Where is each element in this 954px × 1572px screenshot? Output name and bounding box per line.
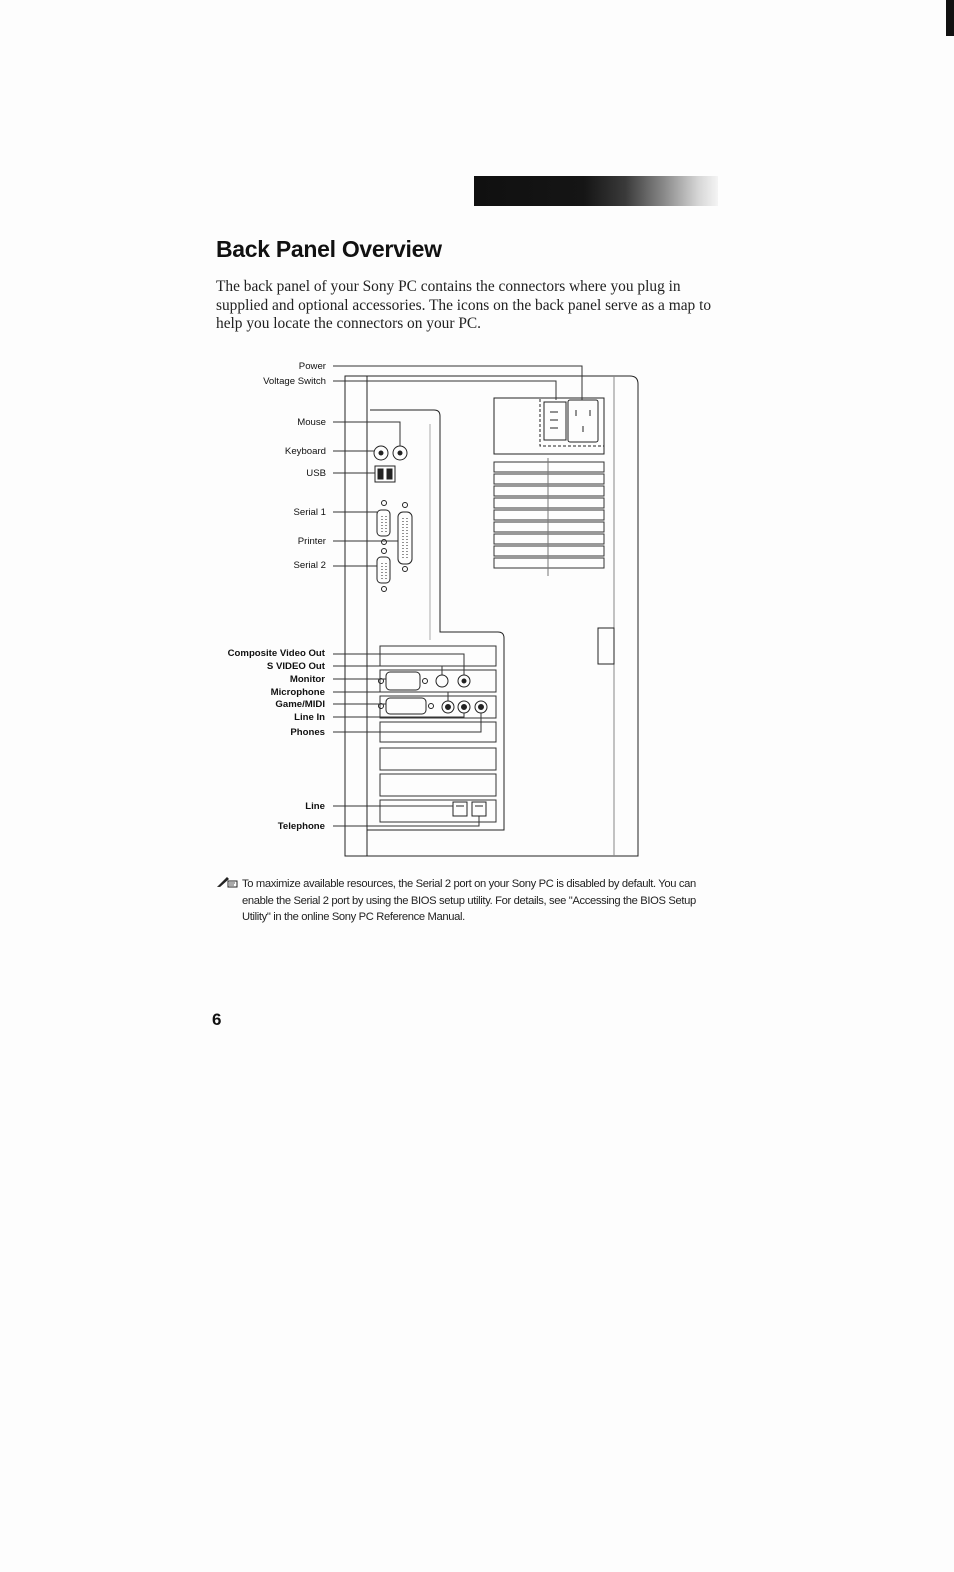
label-line: Line — [305, 801, 325, 812]
pencil-note-icon — [216, 874, 238, 888]
label-voltage-switch: Voltage Switch — [263, 376, 326, 387]
power-supply-block — [494, 398, 614, 664]
vent-slots — [494, 458, 604, 576]
label-power: Power — [298, 361, 326, 372]
label-line-in: Line In — [294, 712, 325, 723]
page-number: 6 — [212, 1010, 222, 1029]
note-text: To maximize available resources, the Serial 2 port on your Sony PC is disabled by default. You can enable the Serial 2 port by using the BIOS setup utility. For details, see "Accessing the BIOS Setup Utility" in the online Sony PC Reference Manual. — [242, 878, 696, 923]
label-serial2: Serial 2 — [293, 560, 326, 571]
label-composite-video-out: Composite Video Out — [227, 648, 325, 659]
label-s-video-out: S VIDEO Out — [266, 661, 325, 672]
intro-paragraph: The back panel of your Sony PC contains the connectors where you plug in supplied and optional accessories. The icons on the back panel serve as a map to help you locate the connectors on your PC. — [216, 278, 712, 332]
label-mouse: Mouse — [297, 417, 326, 428]
label-phones: Phones — [290, 727, 325, 738]
label-telephone: Telephone — [277, 821, 325, 832]
usb-ports — [375, 466, 395, 482]
label-keyboard: Keyboard — [284, 446, 326, 457]
modem-jacks — [453, 802, 486, 816]
section-title: Back Panel Overview — [216, 236, 442, 262]
label-usb: USB — [306, 468, 326, 479]
label-game-midi: Game/MIDI — [275, 699, 325, 710]
video-connectors — [379, 672, 471, 690]
serial-parallel-ports — [377, 501, 412, 592]
label-serial1: Serial 1 — [293, 507, 326, 518]
label-printer: Printer — [297, 536, 326, 547]
audio-game-connectors — [379, 698, 488, 714]
leader-lines — [333, 366, 582, 826]
label-monitor: Monitor — [289, 674, 325, 685]
pc-case-outline — [345, 376, 638, 856]
ps2-ports — [374, 446, 407, 460]
label-microphone: Microphone — [270, 687, 325, 698]
